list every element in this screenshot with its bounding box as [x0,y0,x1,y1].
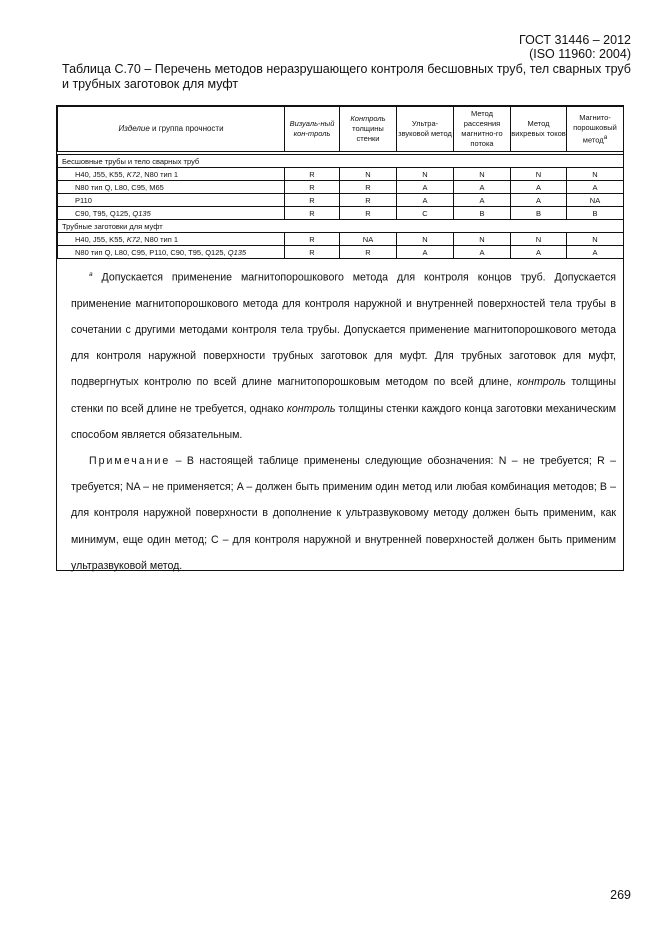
product-cell: C90, T95, Q125, Q135 [58,207,285,220]
cell: A [397,194,454,207]
product-cell: N80 тип Q, L80, C95, M65 [58,181,285,194]
product-cell: H40, J55, K55, K72, N80 тип 1 [58,168,285,181]
header-eddy-current: Метод вихревых токов [511,107,567,152]
page-header [519,33,631,61]
cell: N [454,168,511,181]
cell: R [285,246,340,259]
cell: A [511,181,567,194]
cell: R [340,181,397,194]
cell: B [454,207,511,220]
table-row [58,246,624,259]
cell: N [567,168,624,181]
header-magnetic-particle: Магнито-порошковый методa [567,107,624,152]
cell: R [340,246,397,259]
table-row [58,207,624,220]
cell: A [454,194,511,207]
group-title: Трубные заготовки для муфт [58,220,624,233]
group-row [58,155,624,168]
product-cell: N80 тип Q, L80, C95, P110, C90, T95, Q125, Q135 [58,246,285,259]
product-cell: H40, J55, K55, K72, N80 тип 1 [58,233,285,246]
header-visual: Визуаль-ный кон-троль [285,107,340,152]
cell: A [397,181,454,194]
iso-reference: (ISO 11960: 2004) [529,47,631,61]
cell: A [567,181,624,194]
header-flux-leakage: Метод рассеяния магнитно-го потока [454,107,511,152]
cell: NA [567,194,624,207]
page-number: 269 [610,888,631,902]
table-row [58,233,624,246]
ndt-methods-table [57,106,624,259]
cell: R [285,233,340,246]
header-wall-thickness: Контроль толщины стенки [340,107,397,152]
cell: B [567,207,624,220]
cell: A [454,246,511,259]
table-row [58,181,624,194]
cell: A [454,181,511,194]
table-row [58,194,624,207]
cell: R [340,194,397,207]
cell: R [285,181,340,194]
cell: N [454,233,511,246]
cell: N [511,233,567,246]
cell: A [567,246,624,259]
table-caption: Таблица С.70 – Перечень методов неразрушающего контроля бесшовных труб, тел сварных труб и трубных заготовок для муфт [62,62,631,91]
cell: A [397,246,454,259]
cell: A [511,194,567,207]
cell: B [511,207,567,220]
note-label: Примечание [89,454,171,467]
header-ultrasonic: Ультра-звуковой метод [397,107,454,152]
cell: R [285,207,340,220]
cell: N [397,233,454,246]
cell: N [511,168,567,181]
cell: C [397,207,454,220]
table-footnote [71,262,616,579]
table-header-row [58,107,624,152]
cell: NA [340,233,397,246]
cell: R [285,168,340,181]
table-row [58,168,624,181]
cell: N [340,168,397,181]
cell: R [285,194,340,207]
footnote-mark: a [89,271,93,278]
product-cell: P110 [58,194,285,207]
cell: N [567,233,624,246]
note-paragraph: Примечание – В настоящей таблице применены следующие обозначения: N – не требуется; R – требуется; NA – не применяется; A – должен быть применим один метод или любая комбинация методов; B – для контроля наружной поверхности в дополнение к ультразвуковому методу должен быть применим, как минимум, еще один метод; C – для контроля наружной и внутренней поверхностей должен быть применим ультразвуковой метод. [71,454,616,572]
group-title: Бесшовные трубы и тело сварных труб [58,155,624,168]
group-row [58,220,624,233]
cell: N [397,168,454,181]
header-product: Изделие и группа прочности [58,107,285,152]
standard-number: ГОСТ 31446 – 2012 [519,33,631,47]
cell: A [511,246,567,259]
footnote-paragraph: $^a$ Допускается применение магнитопорошкового метода для контроля концов труб. Допускается применение магнитопорошкового метода для контроля наружной и внутренней поверхностей тела трубы в сочетании с другими методами контроля тела трубы. Допускается применение магнитопорошкового метода для контроля наружной поверхности трубных заготовок для муфт. Для трубных заготовок для муфт, подвергнутых контролю по всей длине магнитопорошковым методом по всей длине, контроль толщины стенки по всей длине не требуется, однако контроль толщины стенки каждого конца заготовки механическим способом является обязательным. [71,271,616,441]
cell: R [340,207,397,220]
